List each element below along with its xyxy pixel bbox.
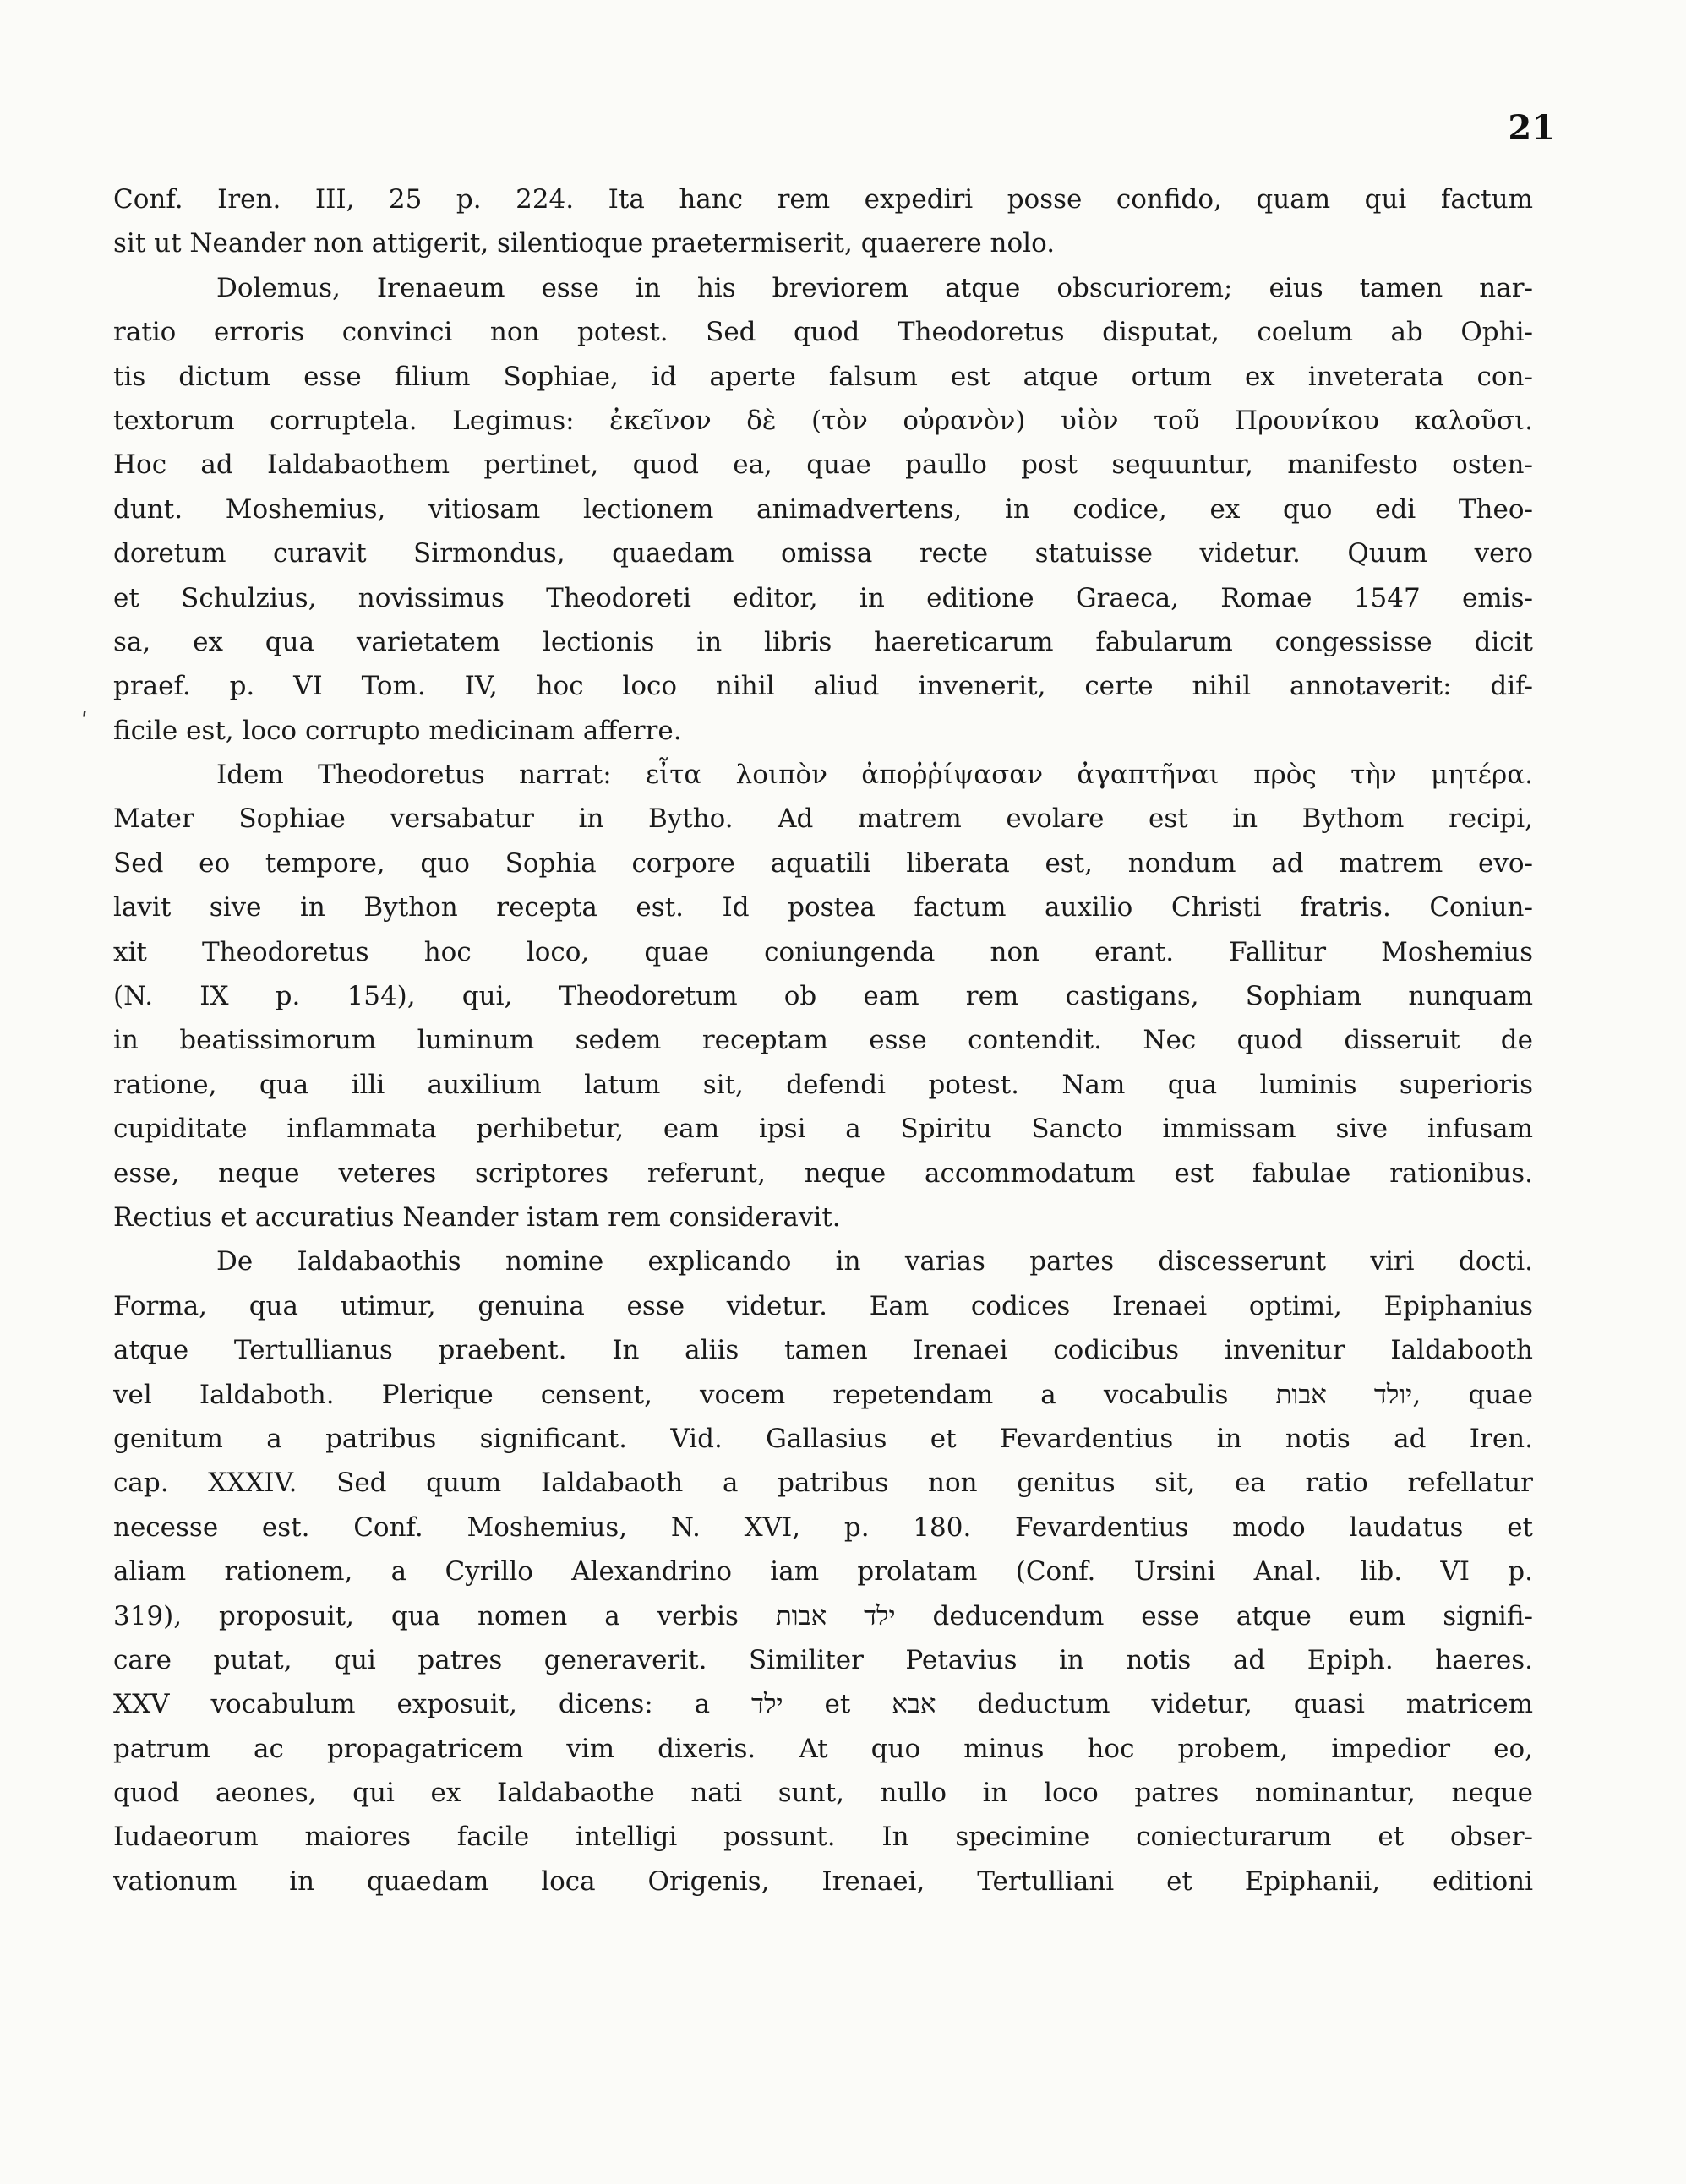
text-line: lavit sive in Bython recepta est. Id postea factum auxilio Christi fratris. Coniun-: [113, 892, 1533, 923]
text-line: dunt. Moshemius, vitiosam lectionem animadvertens, in codice, ex quo edi Theo-: [113, 493, 1533, 525]
text-line: necesse est. Conf. Moshemius, N. XVI, p. 180. Fevardentius modo laudatus et: [113, 1511, 1533, 1543]
text-line: ratio erroris convinci non potest. Sed quod Theodoretus disputat, coelum ab Ophi-: [113, 317, 1533, 348]
text-line: in beatissimorum luminum sedem receptam esse contendit. Nec quod disseruit de: [113, 1025, 1533, 1056]
text-line: esse, neque veteres scriptores referunt, neque accommodatum est fabulae rationibus.: [113, 1157, 1533, 1189]
text-line: Rectius et accuratius Neander istam rem consideravit.: [113, 1201, 841, 1233]
text-line: cap. XXXIV. Sed quum Ialdabaoth a patribus non genitus sit, ea ratio refellatur: [113, 1468, 1533, 1499]
text-line: sa, ex qua varietatem lectionis in libris haereticarum fabularum congessisse dicit: [113, 626, 1533, 657]
page-number: 21: [1508, 108, 1555, 148]
text-line: vationum in quaedam loca Origenis, Irenaei, Tertulliani et Epiphanii, editioni: [113, 1865, 1533, 1897]
text-line: et Schulzius, novissimus Theodoreti editor, in editione Graeca, Romae 1547 emis-: [113, 582, 1533, 613]
text-line: sit ut Neander non attigerit, silentioque praetermiserit, quaerere nolo.: [113, 228, 1056, 259]
text-line: Conf. Iren. III, 25 p. 224. Ita hanc rem expediri posse confido, quam qui factum: [113, 184, 1533, 215]
text-line: textorum corruptela. Legimus: ἐκεῖνον δὲ (τὸν οὐρανὸν) υἱὸν τοῦ Προυνίκου καλοῦσι.: [113, 405, 1533, 436]
text-line: 319), proposuit, qua nomen a verbis ילד אבות deducendum esse atque eum signifi-: [113, 1600, 1533, 1631]
text-line: Hoc ad Ialdabaothem pertinet, quod ea, quae paullo post sequuntur, manifesto osten-: [113, 449, 1533, 481]
text-line: XXV vocabulum exposuit, dicens: a ילד et אבא deductum videtur, quasi matricem: [113, 1689, 1533, 1720]
text-line: care putat, qui patres generaverit. Similiter Petavius in notis ad Epiph. haeres.: [113, 1644, 1533, 1675]
text-line: Dolemus, Irenaeum esse in his breviorem atque obscuriorem; eius tamen nar-: [216, 272, 1533, 303]
text-line: quod aeones, qui ex Ialdabaothe nati sunt, nullo in loco patres nominantur, neque: [113, 1778, 1533, 1809]
text-line: ratione, qua illi auxilium latum sit, defendi potest. Nam qua luminis superioris: [113, 1069, 1533, 1100]
text-line: vel Ialdaboth. Plerique censent, vocem repetendam a vocabulis יולד אבות, quae: [113, 1379, 1533, 1410]
text-line: atque Tertullianus praebent. In aliis tamen Irenaei codicibus invenitur Ialdabooth: [113, 1335, 1533, 1366]
text-line: (N. IX p. 154), qui, Theodoretum ob eam rem castigans, Sophiam nunquam: [113, 981, 1533, 1012]
text-line: praef. p. VI Tom. IV, hoc loco nihil aliud invenerit, certe nihil annotaverit: dif-: [113, 671, 1533, 702]
text-line: Mater Sophiae versabatur in Bytho. Ad matrem evolare est in Bythom recipi,: [113, 803, 1533, 835]
text-line: Forma, qua utimur, genuina esse videtur. Eam codices Irenaei optimi, Epiphanius: [113, 1290, 1533, 1321]
text-line: ficile est, loco corrupto medicinam afferre.: [113, 715, 682, 746]
text-line: Sed eo tempore, quo Sophia corpore aquatili liberata est, nondum ad matrem evo-: [113, 847, 1533, 879]
text-line: cupiditate inflammata perhibetur, eam ipsi a Spiritu Sancto immissam sive infusam: [113, 1114, 1533, 1145]
text-line: Idem Theodoretus narrat: εἶτα λοιπὸν ἀποῤῥίψασαν ἀγαπτῆναι πρὸς τὴν μητέρα.: [216, 760, 1533, 791]
text-line: patrum ac propagatricem vim dixeris. At quo minus hoc probem, impedior eo,: [113, 1733, 1533, 1764]
text-line: genitum a patribus significant. Vid. Gallasius et Fevardentius in notis ad Iren.: [113, 1423, 1533, 1454]
text-line: De Ialdabaothis nomine explicando in varias partes discesserunt viri docti.: [216, 1246, 1533, 1277]
text-line: aliam rationem, a Cyrillo Alexandrino iam prolatam (Conf. Ursini Anal. lib. VI p.: [113, 1556, 1533, 1588]
body-text: [113, 177, 1533, 1904]
text-line: xit Theodoretus hoc loco, quae coniungenda non erant. Fallitur Moshemius: [113, 936, 1533, 967]
text-line: doretum curavit Sirmondus, quaedam omissa recte statuisse videtur. Quum vero: [113, 538, 1533, 569]
text-line: Iudaeorum maiores facile intelligi possunt. In specimine coniecturarum et obser-: [113, 1822, 1533, 1853]
margin-mark: ʹ: [81, 708, 88, 736]
text-line: tis dictum esse filium Sophiae, id aperte falsum est atque ortum ex inveterata con-: [113, 361, 1533, 392]
